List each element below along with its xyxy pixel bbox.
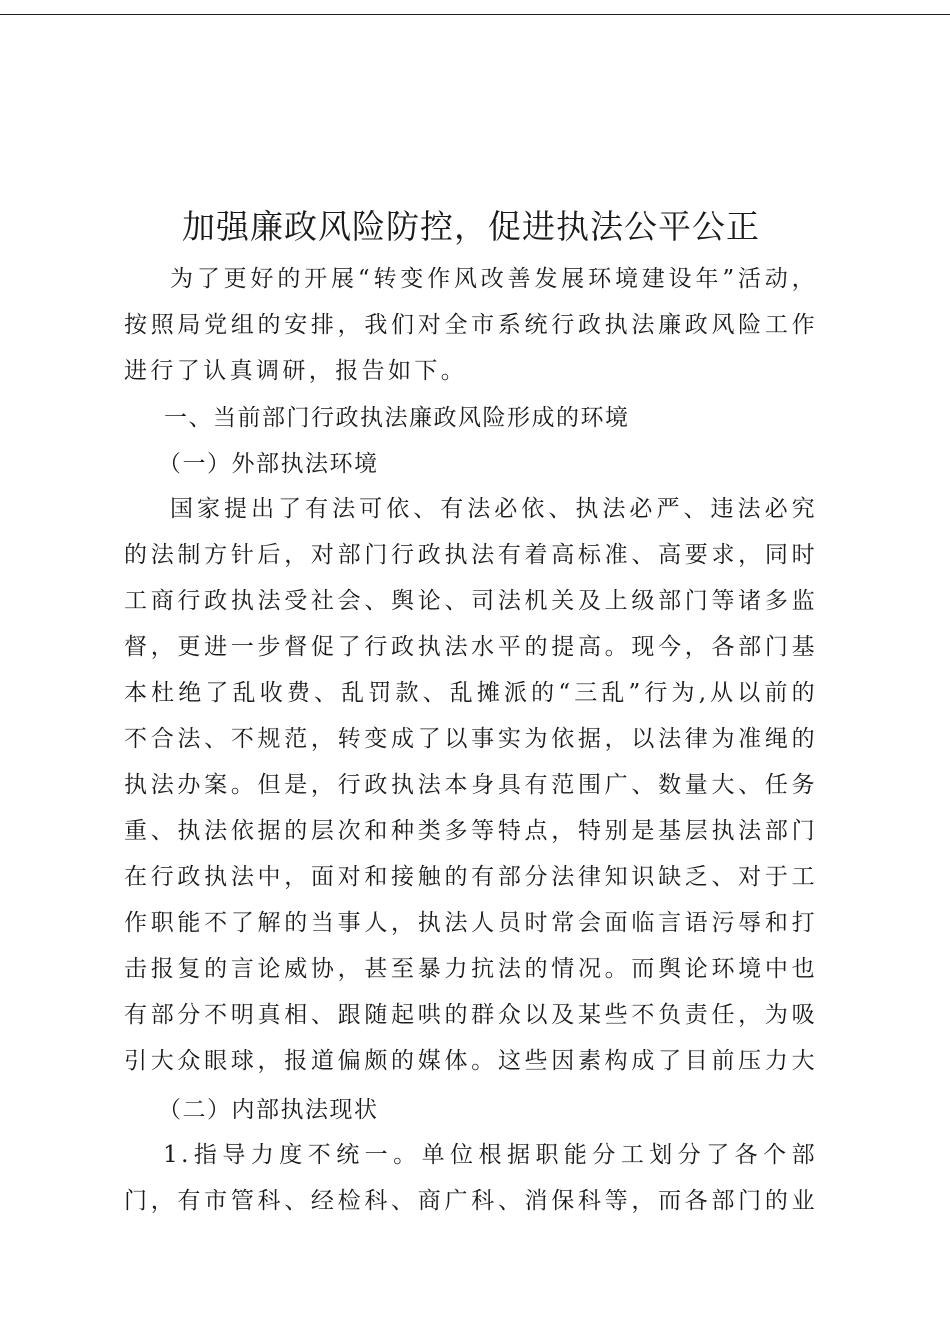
document-title: 加强廉政风险防控，促进执法公平公正 — [182, 207, 760, 246]
external-environment-paragraph: 国家提出了有法可依、有法必依、执法必严、违法必究的法制方针后，对部门行政执法有着高标准、高要求，同时工商行政执法受社会、舆论、司法机关及上级部门等诸多监督，更进一步督促了行政执法水平的提高。现今，各部门基本杜绝了乱收费、乱罚款、乱摊派的“三乱”行为,从以前的不合法、不规范，转变成了以事实为依据，以法律为准绳的执法办案。但是，行政执法本身具有范围广、数量大、任务重、执法依据的层次和种类多等特点，特别是基层执法部门在行政执法中，面对和接触的有部分法律知识缺乏、对于工作职能不了解的当事人，执法人员时常会面临言语污辱和打击报复的言论威协，甚至暴力抗法的情况。而舆论环境中也有部分不明真相、跟随起哄的群众以及某些不负责任，为吸引大众眼球，报道偏颇的媒体。这些因素构成了目前压力大 — [124, 496, 818, 1074]
header-rule — [0, 0, 950, 15]
section-heading-1: 一、当前部门行政执法廉政风险形成的环境 — [164, 405, 630, 431]
subsection-heading-2: （二）内部执法现状 — [158, 1097, 379, 1123]
subsection-heading-1: （一）外部执法环境 — [158, 451, 379, 477]
intro-paragraph: 为了更好的开展“转变作风改善发展环境建设年”活动，按照局党组的安排，我们对全市系统行政执法廉政风险工作进行了认真调研，报告如下。 — [124, 266, 818, 384]
list-item-1: 1.指导力度不统一。单位根据职能分工划分了各个部门，有市管科、经检科、商广科、消保科等，而各部门的业 — [124, 1142, 818, 1214]
